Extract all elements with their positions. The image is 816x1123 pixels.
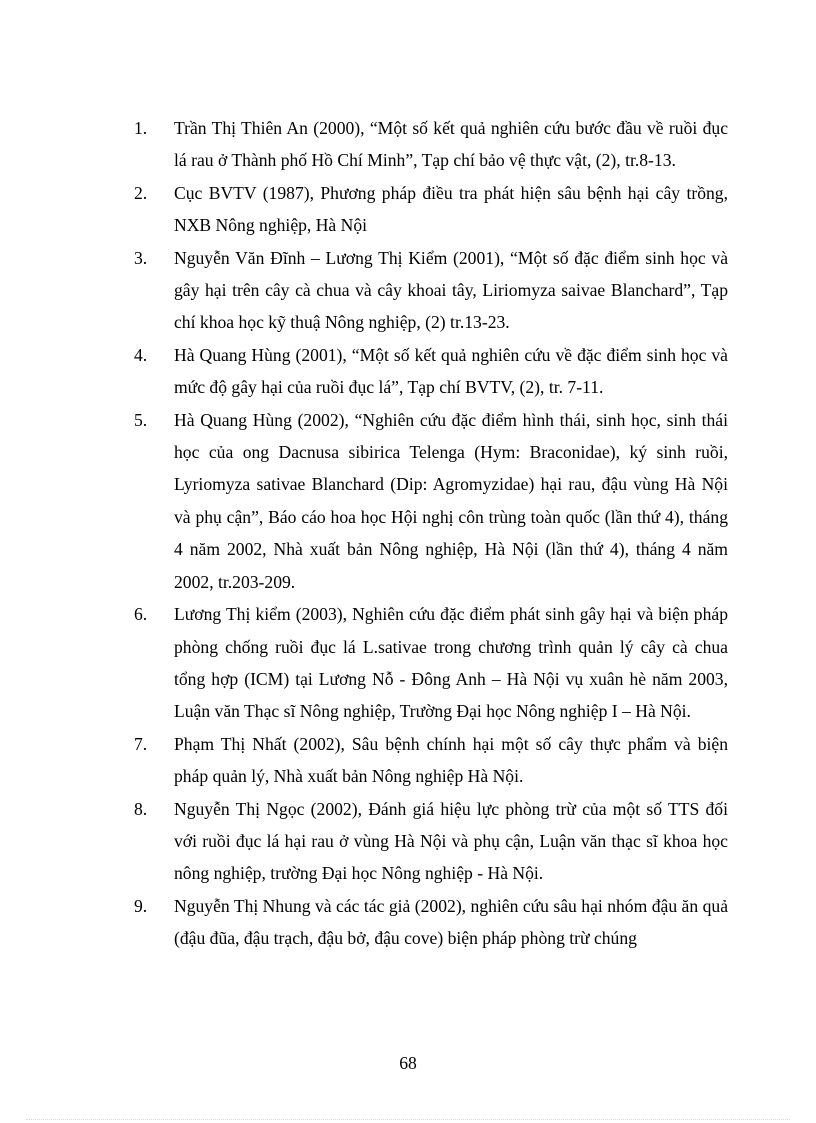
reference-text: Nguyễn Văn Đĩnh – Lương Thị Kiểm (2001), “Một số đặc điểm sinh học và gây hại trên cây cà chua và cây khoai tây, Liriomyza saivae Blanchard”, Tạp chí khoa học kỹ thuậ Nông nghiệp, (2) tr.13-23. (174, 247, 728, 333)
page-number: 68 (399, 1053, 417, 1073)
reference-item (134, 890, 728, 955)
reference-number: 1. (134, 118, 148, 138)
reference-list (134, 112, 728, 955)
reference-number: 3. (134, 247, 148, 268)
reference-text: Nguyễn Thị Ngọc (2002), Đánh giá hiệu lực phòng trừ của một số TTS đối với ruồi đục lá hại rau ở vùng Hà Nội và phụ cận, Luận văn thạc sĩ khoa học nông nghiệp, trường Đại học Nông nghiệp - Hà Nội. (174, 798, 728, 884)
reference-text: Nguyễn Thị Nhung và các tác giả (2002), nghiên cứu sâu hại nhóm đậu ăn quả (đậu đũa, đậu trạch, đậu bở, đậu cove) biện pháp phòng trừ chúng (174, 895, 728, 949)
reference-text: Hà Quang Hùng (2001), “Một số kết quả nghiên cứu về đặc điểm sinh học và mức độ gây hại của ruồi đục lá”, Tạp chí BVTV, (2), tr. 7-11. (174, 344, 728, 398)
reference-number: 5. (134, 409, 148, 430)
reference-number: 4. (134, 344, 148, 365)
reference-item (134, 339, 728, 404)
reference-item (134, 793, 728, 890)
reference-item (134, 404, 728, 598)
page-bottom-divider (26, 1119, 790, 1120)
reference-text: Phạm Thị Nhất (2002), Sâu bệnh chính hại một số cây thực phẩm và biện pháp quản lý, Nhà xuất bản Nông nghiệp Hà Nội. (174, 733, 728, 787)
reference-number: 7. (134, 733, 148, 754)
reference-item (134, 242, 728, 339)
reference-text: Lương Thị kiểm (2003), Nghiên cứu đặc điểm phát sinh gây hại và biện pháp phòng chống ruồi đục lá L.sativae trong chương trình quản lý cây cà chua tổng hợp (ICM) tại Lương Nỗ - Đông Anh – Hà Nội vụ xuân hè năm 2003, Luận văn Thạc sĩ Nông nghiệp, Trường Đại học Nông nghiệp I – Hà Nội. (174, 604, 728, 722)
reference-item (134, 598, 728, 728)
reference-item (134, 177, 728, 242)
reference-item (134, 112, 728, 177)
reference-number: 9. (134, 895, 148, 916)
reference-number: 6. (134, 604, 148, 625)
reference-text: Cục BVTV (1987), Phương pháp điều tra phát hiện sâu bệnh hại cây trồng, NXB Nông nghiệp, Hà Nội (174, 182, 728, 236)
reference-text: Trần Thị Thiên An (2000), “Một số kết quả nghiên cứu bước đầu về ruồi đục lá rau ở Thành phố Hồ Chí Minh”, Tạp chí bảo vệ thực vật, (2), tr.8-13. (174, 118, 728, 171)
reference-number: 8. (134, 798, 148, 819)
reference-item (134, 728, 728, 793)
reference-text: Hà Quang Hùng (2002), “Nghiên cứu đặc điểm hình thái, sinh học, sinh thái học của ong Dacnusa sibirica Telenga (Hym: Braconidae), ký sinh ruồi, Lyriomyza sativae Blanchard (Dip: Agromyzidae) hại rau, đậu vùng Hà Nội và phụ cận”, Báo cáo hoa học Hội nghị côn trùng toàn quốc (lần thứ 4), tháng 4 năm 2002, Nhà xuất bản Nông nghiệp, Hà Nội (lần thứ 4), tháng 4 năm 2002, tr.203-209. (174, 409, 728, 592)
reference-number: 2. (134, 182, 148, 203)
